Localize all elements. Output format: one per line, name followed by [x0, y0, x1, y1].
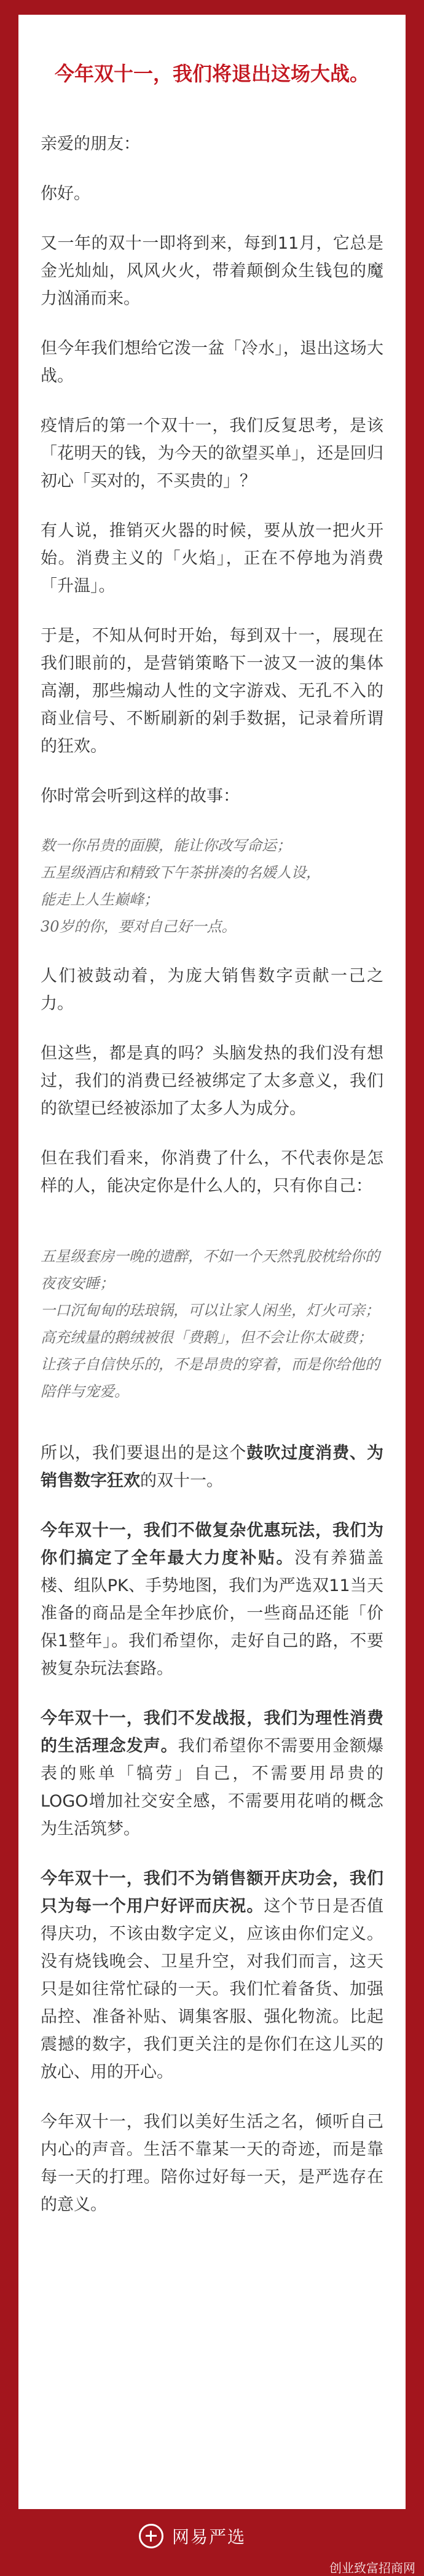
hello: 你好。: [41, 184, 90, 203]
paragraph-3: 疫情后的第一个双十一，我们反复思考，是该「花明天的钱，为今天的欲望买单」，还是回归初心「买对的，不买贵的」？: [41, 416, 383, 491]
page-title: 今年双十一，我们将退出这场大战。: [54, 62, 369, 85]
paragraph-4: 有人说，推销灭火器的时候，要从放一把火开始。消费主义的「火焰」，正在不停地为消费「升温」。: [41, 521, 383, 596]
brand-mark-icon: [139, 2524, 163, 2548]
brand-logo: [139, 2524, 246, 2548]
paragraph-10: [41, 1439, 383, 1495]
footer: [0, 2509, 424, 2574]
quote-line: 让孩子自信快乐的，不是昂贵的穿着，而是你给他的陪伴与宠爱。: [41, 1356, 380, 1400]
section-3: [41, 1865, 383, 2086]
paragraph-5: 于是，不知从何时开始，每到双十一，展现在我们眼前的，是营销策略下一波又一波的集体高潮，那些煽动人性的文字游戏、无孔不入的商业信号、不断刷新的剁手数据，记录着所谓的狂欢。: [41, 626, 383, 756]
quote-line: 数一你吊贵的面膜，能让你改写命运；: [41, 837, 291, 854]
section-3-body: 这个节日是否值得庆功，不该由数字定义，应该由你们定义。没有烧钱晚会、卫星升空，对我们而言，这天只是如往常忙碌的一天。我们忙着备货、加强品控、准备补贴、调集客服、强化物流。比起震撼的数字，我们更关注的是你们在这儿买的放心、用的开心。: [41, 1897, 384, 2082]
greeting: 亲爱的朋友：: [41, 134, 140, 154]
paragraph-10-bold: 鼓吹过度消费、为销售数字狂欢: [41, 1444, 384, 1490]
section-1-body: 没有养猫盖楼、组队PK、手势地图，我们为严选双11当天准备的商品是全年抄底价，一些商品还能「价保1整年」。我们希望你，走好自己的路，不要被复杂玩法套路。: [41, 1549, 383, 1678]
paragraph-11: 今年双十一，我们以美好生活之名，倾听自己内心的声音。生活不靠某一天的奇迹，而是靠每一天的打理。陪你过好每一天，是严选存在的意义。: [41, 2112, 383, 2214]
quote-line: 高充绒量的鹅绒被很「费鹅」，但不会让你太破费；: [41, 1329, 372, 1346]
paragraph-10-post: 的双十一。: [140, 1471, 223, 1490]
brand-name: 网易严选: [172, 2527, 246, 2547]
quote-block-2: [41, 1243, 383, 1405]
quote-line: 五星级套房一晚的遗醉，不如一个天然乳胶枕给你的夜夜安睡；: [41, 1248, 380, 1292]
quote-line: 30岁的你，要对自己好一点。: [41, 918, 237, 935]
section-1: [41, 1517, 383, 1683]
paragraph-7: 人们被鼓动着，为庞大销售数字贡献一己之力。: [41, 967, 383, 1013]
quote-line: 五星级酒店和精致下午茶拼凑的名媛人设，: [41, 864, 321, 881]
section-2-heading: 今年双十一，我们不发战报，我们为理性消费的生活理念发声。: [41, 1709, 383, 1756]
section-2: [41, 1705, 383, 1843]
paragraph-2: 但今年我们想给它泼一盆「冷水」，退出这场大战。: [41, 339, 383, 386]
section-1-heading: 今年双十一，我们不做复杂优惠玩法，我们为你们搞定了全年最大力度补贴。: [41, 1521, 383, 1568]
section-2-body: 我们希望你不需要用金额爆表的账单「犒劳」自己，不需要用昂贵的LOGO增加社交安全感，不需要用花哨的概念为生活筑梦。: [41, 1737, 384, 1839]
quote-line: 能走上人生巅峰；: [41, 891, 159, 908]
quote-line: 一口沉甸甸的珐琅锅，可以让家人闲坐，灯火可亲；: [41, 1302, 380, 1319]
quote-block-1: [41, 832, 383, 940]
paragraph-8: 但这些，都是真的吗？头脑发热的我们没有想过，我们的消费已经被绑定了太多意义，我们的欲望已经被添加了太多人为成分。: [41, 1044, 383, 1118]
paragraph-6: 你时常会听到这样的故事：: [41, 787, 240, 806]
paragraph-1: 又一年的双十一即将到来，每到11月，它总是金光灿灿，风风火火，带着颠倒众生钱包的魔力汹涌而来。: [41, 234, 383, 308]
paragraph-9: 但在我们看来，你消费了什么，不代表你是怎样的人，能决定你是什么人的，只有你自己：: [41, 1149, 383, 1196]
paragraph-10-pre: 所以，我们要退出的是这个: [41, 1444, 247, 1463]
section-3-heading: 今年双十一，我们不为销售额开庆功会，我们只为每一个用户好评而庆祝。: [41, 1869, 383, 1916]
watermark: 创业致富招商网: [329, 2561, 415, 2575]
letter-card: [18, 15, 406, 2509]
